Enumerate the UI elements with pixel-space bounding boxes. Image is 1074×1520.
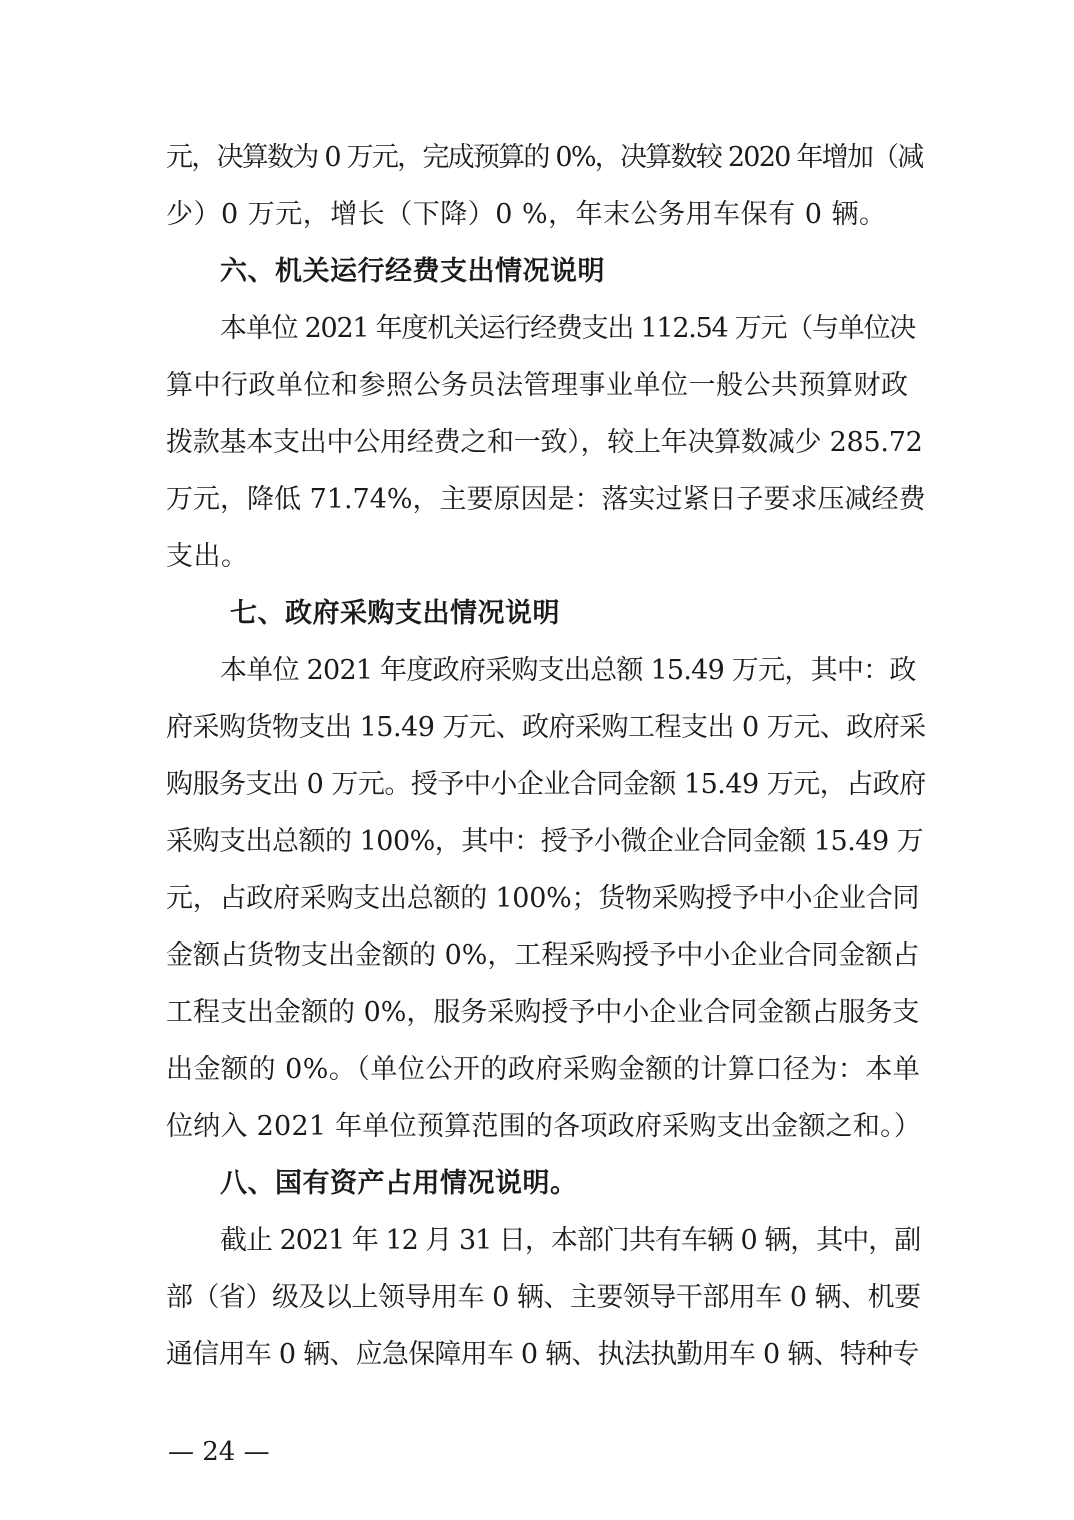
- body-line: 截止 2021 年 12 月 31 日，本部门共有车辆 0 辆，其中，副: [220, 1225, 921, 1256]
- body-line: 拨款基本支出中公用经费之和一致），较上年决算数减少 285.72: [166, 427, 923, 458]
- body-line: 工程支出金额的 0%，服务采购授予中小企业合同金额占服务支: [166, 997, 920, 1028]
- body-line: 元，决算数为 0 万元，完成预算的 0%，决算数较 2020 年增加（减: [166, 142, 923, 173]
- body-line: 出金额的 0%。（单位公开的政府采购金额的计算口径为：本单: [166, 1054, 921, 1085]
- body-line: 金额占货物支出金额的 0%，工程采购授予中小企业合同金额占: [166, 940, 920, 971]
- body-line: 少）0 万元，增长（下降）0 %，年末公务用车保有 0 辆。: [166, 199, 887, 230]
- section-heading-7: 七、政府采购支出情况说明: [230, 598, 560, 629]
- body-line: 万元，降低 71.74%，主要原因是：落实过紧日子要求压减经费: [166, 484, 926, 515]
- body-line: 算中行政单位和参照公务员法管理事业单位一般公共预算财政: [166, 370, 909, 401]
- body-line: 府采购货物支出 15.49 万元、政府采购工程支出 0 万元、政府采: [166, 712, 926, 743]
- body-line: 支出。: [166, 541, 249, 572]
- body-line: 元，占政府采购支出总额的 100%；货物采购授予中小企业合同: [166, 883, 920, 914]
- section-heading-8: 八、国有资产占用情况说明。: [220, 1168, 578, 1199]
- body-line: 部（省）级及以上领导用车 0 辆、主要领导干部用车 0 辆、机要: [166, 1282, 921, 1313]
- body-line: 购服务支出 0 万元。授予中小企业合同金额 15.49 万元，占政府: [166, 769, 926, 800]
- page-number: — 24 —: [168, 1437, 270, 1467]
- body-line: 位纳入 2021 年单位预算范围的各项政府采购支出金额之和。）: [166, 1111, 922, 1142]
- body-line: 本单位 2021 年度机关运行经费支出 112.54 万元（与单位决: [220, 313, 916, 344]
- body-line: 本单位 2021 年度政府采购支出总额 15.49 万元，其中：政: [220, 655, 916, 686]
- section-heading-6: 六、机关运行经费支出情况说明: [220, 256, 605, 287]
- body-line: 采购支出总额的 100%，其中：授予小微企业合同金额 15.49 万: [166, 826, 924, 857]
- body-line: 通信用车 0 辆、应急保障用车 0 辆、执法执勤用车 0 辆、特种专: [166, 1339, 919, 1370]
